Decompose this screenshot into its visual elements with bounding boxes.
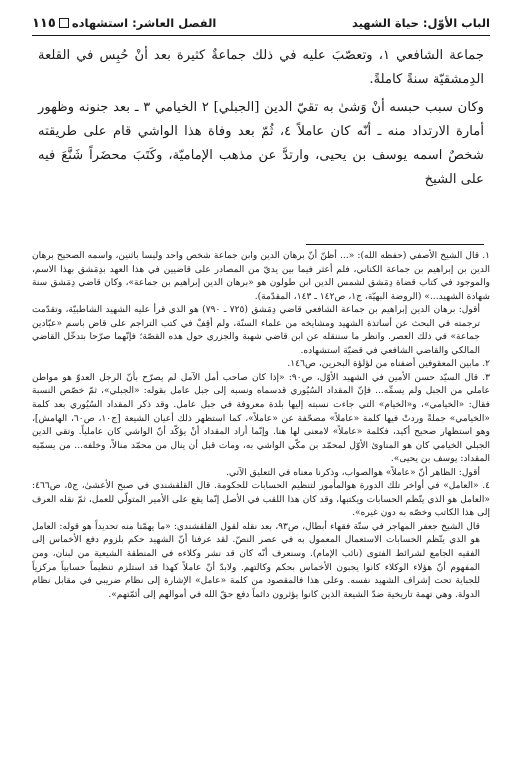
footnote-1: ١. قال الشيخ الأصفي (حفظه الله): «... أظنّ أنّ برهان الدين وابن جماعة شخص واحد وليسا باثنين، واسمه الصحيح برهان الدين بن إبراهيم بن جماعة الكناني، فلم أعثر فيما بين يديّ من المصادر على قاضيين في هذا العهد بدِمَشق بهذا الاسم، والموجود في كتاب قضاة دِمَشق لشمس الدين ابن طولون هو «برهان الدين إبراهيم بن جماعة»، وكان قاضي دِمَشق سنة شهادة الشهيد...» (الروضة البهيّة، ج١، ص١٤٢ ـ ١٤٣، المقدّمة).: [32, 251, 490, 302]
footnote-4-comment: قال الشيخ جعفر المهاجر في ستّة فقهاء أبطال، ص٩٣، بعد نقله لقول القلقشندي: «ما يهمّنا منه تحديداً هو قوله: العامل هو الذي يتّظم الحسابات الاستعمال المعمول به في عصر النصّ. لقد عرفنا أنّ الشهيد حكم بلزوم دفع الأخماس إلى الفقيه الجامع لشرائط الفتوى (نائب الإمام). وسنعرف أنّه كان قد نشر وكلاءه في المنطقة الشيعية من لبنان، ومن المفهوم أنّ هؤلاء الوكلاء كانوا يجبون الأخماس بحكم وكالتهم. ولابدّ أنّ عاملاً كهذا قد استلزم تنظيماً حسابياً مركزياً للجباية تحت إشراف الشهيد نفسه. وعلى هذا فالمقصود من كلمة «عامل» الإشارة إلى نظام ضريبي في مقابل نظام الدولة. وهي تهمة تاريخية ضدّ الشيعة الذين كانوا يؤثرون دائماً دفع حقّ الله في أموالهم إلى أئمّتهم».: [32, 521, 480, 600]
header-chapter-group: [32, 16, 216, 31]
header-part-title: الباب الأوّل: حياة الشهيد: [351, 16, 490, 30]
footnote-3-comment: أقول: الظاهر أنّ «عاملاً» هوالصواب، وذكرنا معناه في التعليق الآتي.: [226, 467, 480, 478]
footnote-1-comment: أقول: برهان الدين إبراهيم بن جماعة الشافعي قاضي دِمَشق (٧٢٥ ـ ٧٩٠) هو الذي قرأ عليه الشهيد الشاطبيّة، وتقدّمت ترجمته في البحث عن أساتذة الشهيد ومشايخه من علماء السنّة، ولم أقِفْ في كتب التراجم على قاض باسم «عبّادين جماعة» في ذلك العصر. وانظر ما سننقله عن ابن قاضي شهبة والجزري حول هذه القصّة؛ فإنّهما صرّحا بتدخّل القاضي المالكي والقاضي الشافعي في قضيّة استشهاده.: [32, 305, 480, 356]
body-paragraph-2: وكان سبب حبسه أنْ وَشىٰ به تقيّ الدين [الجبلي] ٢ الخيامي ٣ ـ بعد جنونه وظهور أمارة الارتداد منه ـ أنّه كان عاملاً ٤، ثُمّ بعد وفاة هذا الواشي قام على طريقته شخصٌ اسمه يوسف بن يحيى، وارتدَّ عن مذهب الإماميّة، وكَتَبَ محضَراً شَنَّعَ فيه على الشيخ: [38, 100, 484, 187]
footnote-3: ٣. قال السيّد حسن الأمين في الشهيد الأوّل، ص٩٠: «إذا كان صاحب أمل الآمل لم يصرّح بأنّ الرجل العدوّ هو مواطن عاملي من الجبل ولم يسمِّه... فإنّ المقداد السُيُوري قدسماه ونسبه إلى جبل عامل بقوله: «الجبلي»، ثمّ خصّص النسبة فقال: «الخيامي»، و«الخيام» التي جاءت نسبته إليها بلدة معروفة في جبل عامل. وقد ذكر المقداد السُيُوري بعد كلمة «الخيامي» جملةً وردتْ فيها كلمة «عاملاً» مصحّفة عن «عاملاً»، كما استظهر ذلك أعيان الشيعة [ج١٠، ص٦٠، الهامش]، وهو استظهار صحيح أكيد، فكلمة «عاملاً» لامعنى لها هنا. وإنّما أراد المقداد أنْ يؤكّد أنّ الواشي كان عاملياً. وتقي الدين الجبلي الخيامي كان هو المناوئ الأوّل لمحمّد بن مكّي الواشي به، ومات قبل أن ينال من محمّد منالاً، وخلفه... من يسمّيه المقداد: يوسف بن يحيى».: [32, 372, 490, 465]
footnote-2: ٢. مابين المعقوفين أضفناه من لؤلؤة البحرين، ص١٤٦.: [287, 359, 490, 370]
footnote-separator: [306, 244, 484, 245]
page-number: ١١٥: [32, 15, 56, 31]
footnote-4: ٤. «العامل» في أواخر تلك الدورة هوالمأمور لتنظيم الحسابات للحكومة. قال القلقشندي في صبح الأعشىٰ، ج٥، ص٤٦٦: «العامل هو الذي يتّظم الحسابات ويكتبها، وقد كان هذا اللقب في الأصل إنّما يقع على الأمير المتولّي للعمل، ثمّ نقله العرف إلى هذا الكاتب وخصّه به دون غيره».: [32, 481, 490, 519]
square-separator-icon: [59, 18, 69, 28]
footnotes: [32, 250, 490, 602]
header-rule: [32, 35, 490, 36]
header-chapter-title: الفصل العاشر: استشهاده: [71, 15, 217, 30]
body-paragraph-1: جماعة الشافعي ١، وتعصّبَ عليه في ذلك جماعةٌ كثيرة بعد أنْ حُبِس في القلعة الدِمشقيّة سنةً كاملةً.: [38, 48, 484, 87]
main-text: [38, 44, 484, 192]
running-header: [32, 14, 490, 32]
